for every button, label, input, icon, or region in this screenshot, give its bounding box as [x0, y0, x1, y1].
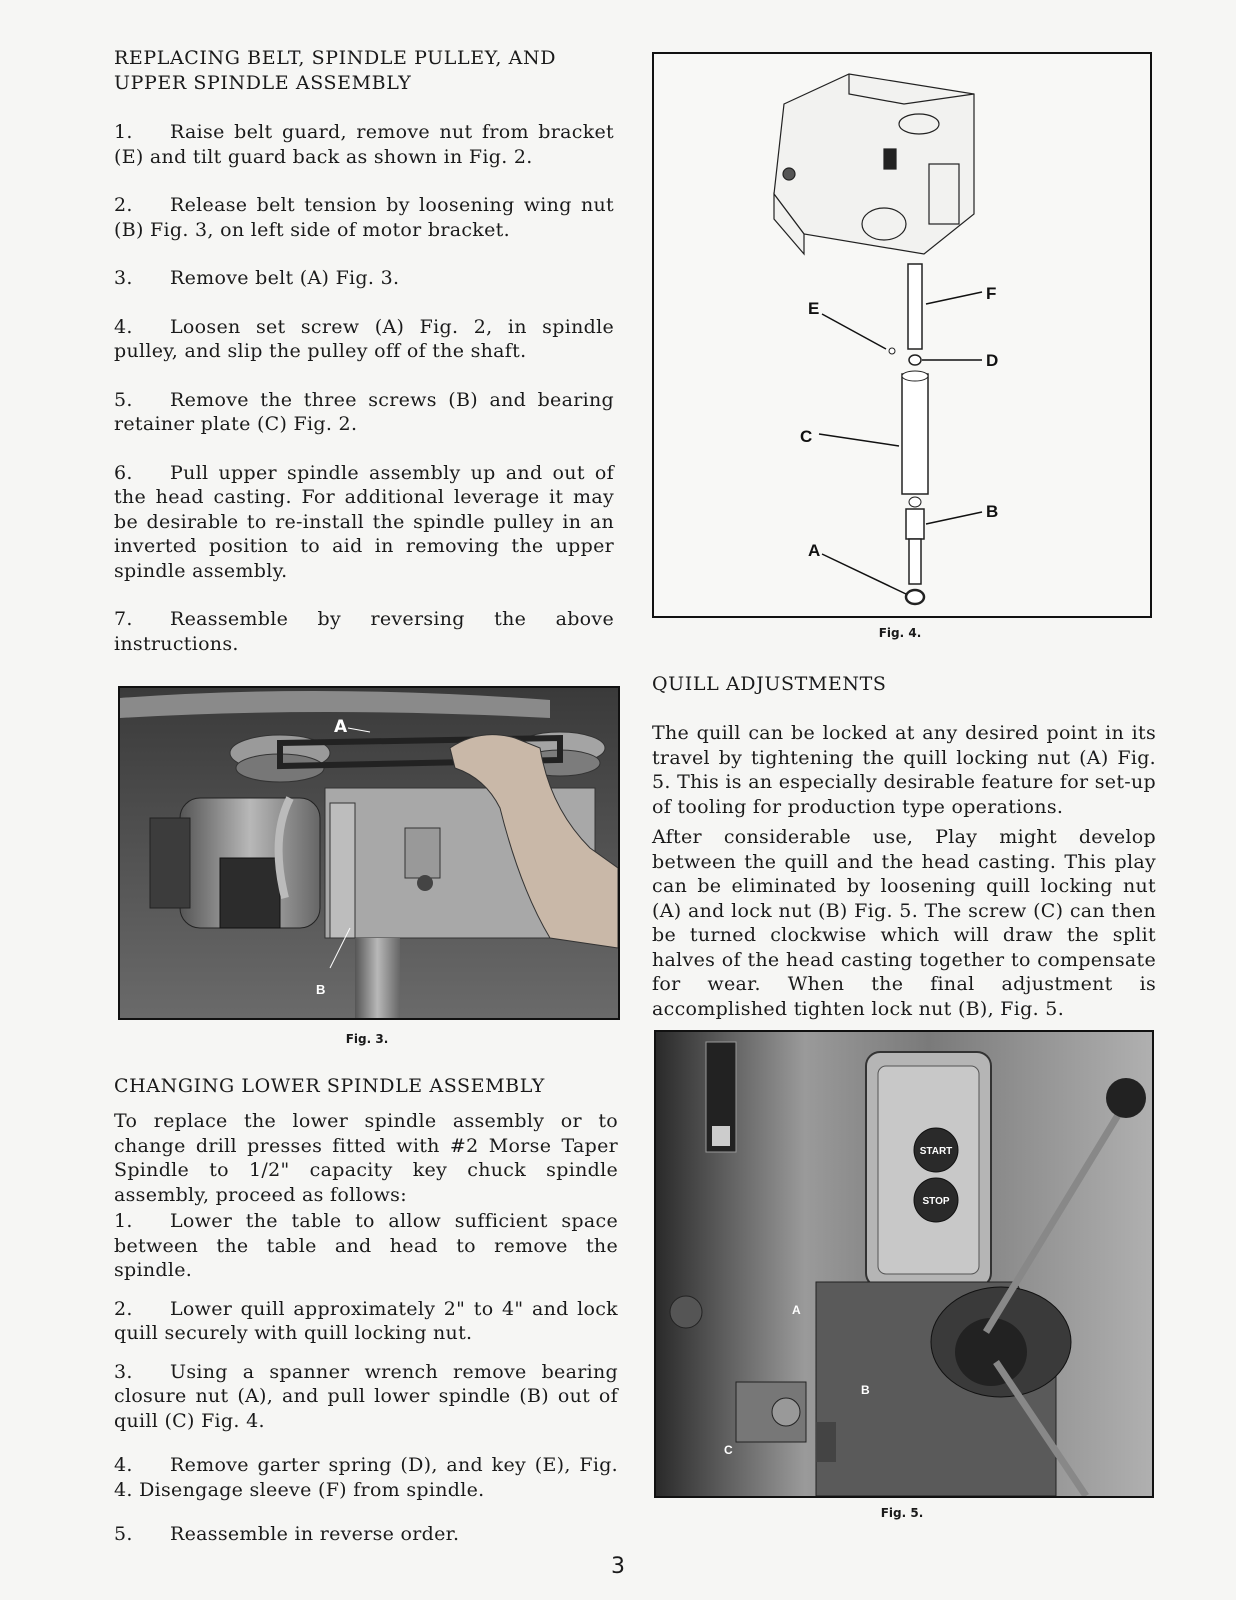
fig4-caption: Fig. 4.: [878, 626, 922, 640]
step-3: 3. Remove belt (A) Fig. 3.: [114, 267, 400, 289]
section2-intro: To replace the lower spindle assembly or to change drill presses fitted with #2 Morse Taper Spindle to 1/2" capacity key chuck spindle assembly, proceed as follows:: [114, 1110, 618, 1206]
fig5-label-a: A: [792, 1303, 801, 1317]
left-column: [114, 46, 614, 656]
lower-step-3: 3. Using a spanner wrench remove bearing closure nut (A), and pull lower spindle (B) out of quill (C) Fig. 4.: [114, 1360, 618, 1432]
quill-controls-illustration: [656, 1032, 1152, 1496]
fig5-label-b: B: [861, 1383, 870, 1397]
fig5-label-c: C: [724, 1443, 733, 1457]
lower-step-1: 1. Lower the table to allow sufficient space between the table and head to remove the spindle.: [114, 1210, 618, 1281]
step-6: 6. Pull upper spindle assembly up and out of the head casting. For additional leverage it may be desirable to re-install the spindle pulley in an inverted position to aid in removing the upper spindle assembly.: [114, 461, 614, 582]
fig3-label-a: A: [334, 717, 348, 737]
fig4-label-f: F: [986, 284, 997, 303]
fig4-label-b: B: [986, 502, 999, 521]
fig4-diagram-box: [652, 52, 1152, 618]
fig3-caption: Fig. 3.: [345, 1032, 389, 1046]
spindle-exploded-diagram: [654, 54, 1150, 616]
section-title-quill-adjustments: QUILL ADJUSTMENTS: [652, 673, 887, 695]
fig4-label-a: A: [808, 541, 821, 560]
fig5-photo: [654, 1030, 1154, 1498]
start-button-label: START: [919, 1146, 953, 1157]
step-4: 4. Loosen set screw (A) Fig. 2, in spindle pulley, and slip the pulley off of the shaft.: [114, 315, 614, 362]
page-number: 3: [611, 1554, 625, 1579]
drill-press-belt-illustration: [120, 688, 618, 1018]
section-title-changing-lower-spindle: CHANGING LOWER SPINDLE ASSEMBLY: [114, 1075, 545, 1097]
step-5: 5. Remove the three screws (B) and bearing retainer plate (C) Fig. 2.: [114, 388, 614, 435]
fig5-caption: Fig. 5.: [880, 1506, 924, 1520]
lower-step-5: 5. Reassemble in reverse order.: [114, 1523, 460, 1545]
lower-step-4: 4. Remove garter spring (D), and key (E), Fig. 4. Disengage sleeve (F) from spindle.: [114, 1454, 618, 1501]
fig3-label-b: B: [316, 982, 326, 997]
stop-button-label: STOP: [922, 1196, 950, 1207]
lower-step-2: 2. Lower quill approximately 2" to 4" and lock quill securely with quill locking nut.: [114, 1297, 618, 1344]
quill-paragraph-1: The quill can be locked at any desired point in its travel by tightening the quill locking nut (A) Fig. 5. This is an especially desirable feature for set-up of tooling for production type operations.: [652, 722, 1156, 818]
step-1: 1. Raise belt guard, remove nut from bracket (E) and tilt guard back as shown in Fig. 2.: [114, 121, 614, 168]
quill-paragraph-2: After considerable use, Play might develop between the quill and the head casting. This play can be eliminated by loosening quill locking nut (A) and lock nut (B) Fig. 5. The screw (C) can then be turned clockwise which will draw the split halves of the head casting together to compensate for wear. When the final adjustment is accomplished tighten lock nut (B), Fig. 5.: [652, 826, 1156, 1020]
fig4-label-d: D: [986, 351, 999, 370]
fig4-label-e: E: [808, 299, 820, 318]
section-changing-lower-spindle: [114, 1074, 618, 1547]
step-2: 2. Release belt tension by loosening wing nut (B) Fig. 3, on left side of motor bracket.: [114, 194, 614, 241]
fig3-photo: [118, 686, 620, 1020]
fig4-label-c: C: [800, 427, 813, 446]
step-7: 7. Reassemble by reversing the above instructions.: [114, 608, 614, 655]
section-title-replacing-belt: REPLACING BELT, SPINDLE PULLEY, AND UPPER SPINDLE ASSEMBLY: [114, 47, 557, 94]
section-quill-adjustments: [652, 672, 1156, 1021]
